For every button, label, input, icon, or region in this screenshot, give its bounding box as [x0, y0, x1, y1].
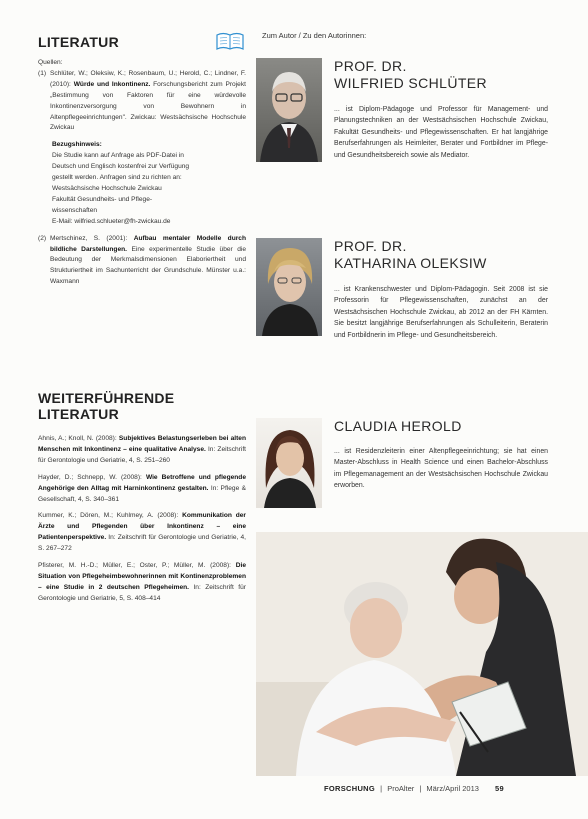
entry-authors: Kummer, K.; Dören, M.; Kuhlmey, A. (2008):	[38, 512, 179, 520]
left-column	[38, 30, 246, 288]
entry-details: In: Pflege & Gesellschaft, 4, S. 340–361	[38, 484, 246, 503]
bio-text: ... ist Residenzleiterin einer Altenpflegeeinrichtung; sie hat einen Master-Abschluss in Health Science und einen Bachelor-Abschluss im Pflegemanagement an der Westsächsischen Hochschule Zwickau erworben.	[334, 448, 548, 490]
further-entry	[38, 511, 246, 555]
author-name-3	[334, 418, 462, 435]
further-title-line-2: LITERATUR	[38, 406, 119, 422]
author-fullname: CLAUDIA HEROLD	[334, 418, 462, 434]
bio-text: ... ist Krankenschwester und Diplom-Pädagogin. Seit 2008 ist sie Professorin für Pflegewissenschaften, zunächst an der Westsächsischen Hochschule Zwickau, ab 2012 an der FH Kärnten. Sie besitzt langjährige Berufserfahrungen als Schulleiterin, Beraterin und Fortbildnerin im Pflege- und Gesundheitsbereich.	[334, 286, 548, 339]
author-name-1	[334, 58, 487, 91]
author-title: PROF. DR.	[334, 58, 407, 74]
footer-separator: |	[419, 784, 422, 793]
further-entry	[38, 434, 246, 467]
order-note-line: Fakultät Gesundheits- und Pflege-	[52, 195, 153, 203]
footer-issue: März/April 2013	[426, 784, 479, 793]
woman-portrait-image	[256, 418, 322, 508]
entry-details: In: Zeitschrift für Gerontologie und Geriatrie, 4, S. 251–260	[38, 445, 246, 464]
page-footer	[324, 784, 544, 793]
care-photo	[256, 532, 588, 776]
author-bio-2	[262, 284, 548, 341]
order-note-line: Die Studie kann auf Anfrage als PDF-Datei in	[52, 152, 184, 160]
order-note-email[interactable]: E-Mail: wilfried.schlueter@fh-zwickau.de	[52, 217, 171, 225]
further-literature	[38, 390, 246, 605]
reference-number: (1)	[38, 69, 47, 77]
sources-label: Quellen:	[38, 59, 63, 66]
literature-header	[38, 30, 246, 56]
literature-title: LITERATUR	[38, 34, 119, 50]
order-note-line: Deutsch und Englisch kostenfrei zur Verfügung	[52, 163, 190, 171]
entry-authors: Ahnis, A.; Knoll, N. (2008):	[38, 435, 117, 442]
entry-authors: Pfisterer, M. H.-D.; Müller, E.; Oster, P.; Müller, M. (2008):	[38, 562, 231, 570]
order-note-line: Westsächsische Hochschule Zwickau	[52, 184, 162, 192]
further-entry	[38, 561, 246, 605]
reference-details: Eine experimentelle Studie über die Bedeutung der Merkmalsdimensionen Elaboriertheit und Strukturiertheit im Sachunterricht der Grundschule. Münster u.a.: Waxmann	[50, 245, 246, 286]
entry-details: In: Zeitschrift für Gerontologie und Geriatrie, 5, S. 408–414	[38, 583, 246, 602]
further-literature-title	[38, 390, 246, 422]
reference-number: (2)	[38, 234, 47, 242]
author-fullname: WILFRIED SCHLÜTER	[334, 74, 488, 91]
author-title: PROF. DR.	[334, 238, 407, 254]
entry-authors: Hayder, D.; Schnepp, W. (2008):	[38, 473, 142, 481]
order-note-heading: Bezugshinweis:	[52, 141, 102, 149]
reference-details: Forschungsbericht zum Projekt „Bestimmung von Faktoren für eine würdevolle Inkontinenzversorgung von Bewohnern in Altenpflegeeinrichtungen". Zwickau: Westsächsische Hochschule Zwickau	[50, 80, 246, 132]
book-icon	[215, 30, 245, 52]
reference-authors: Mertschinez, S. (2001):	[50, 234, 128, 242]
reference-authors: Schlüter, W.; Oleksiw, K.; Rosenbaum, U.; Herold, C.; Lindner, F. (2010):	[50, 69, 246, 88]
author-fullname: KATHARINA OLEKSIW	[334, 254, 487, 271]
footer-section: FORSCHUNG	[324, 784, 376, 793]
reference-1	[38, 69, 246, 134]
entry-title: Subjektives Belastungserleben bei alten Menschen mit Inkontinenz – eine qualitative Analyse.	[38, 435, 246, 453]
page-number: 59	[495, 784, 504, 793]
reference-2	[38, 234, 246, 289]
reference-title: Würde und Inkontinenz.	[73, 80, 151, 88]
authors-heading: Zum Autor / Zu den Autorinnen:	[262, 31, 367, 40]
order-note	[52, 140, 246, 227]
author-name-2	[334, 238, 487, 271]
bio-text: ... ist Diplom-Pädagoge und Professor für Management- und Planungstechniken an der Westsächsischen Hochschule Zwickau, Fakultät Gesundheits- und Pflegewissenschaften. Er hat langjährige Berufserfahrungen als Heimleiter, Berater und Fortbildner im Pflege- und Gesundheitsbereich sowie als Mediator.	[334, 106, 548, 159]
order-note-line: gestellt werden. Anfragen sind zu richten an:	[52, 174, 182, 182]
footer-magazine: ProAlter	[387, 784, 415, 793]
author-bio-3	[334, 446, 548, 492]
elderly-woman-with-caregiver-image	[256, 532, 588, 776]
reference-title: Aufbau mentaler Modelle durch bildliche Darstellungen.	[50, 234, 246, 253]
entry-title: Kommunikation der Ärzte und Pflegenden über Inkontinenz – eine Patientenperspektive.	[38, 512, 246, 542]
further-entry	[38, 473, 246, 506]
entry-title: Die Situation von Pflegeheimbewohnerinnen mit Kontinenzproblemen – eine Studie in 2 deutschen Pflegeheimen.	[38, 562, 246, 591]
footer-separator: |	[380, 784, 383, 793]
portrait-herold	[256, 418, 322, 508]
entry-title: Wie Betroffene und pflegende Angehörige den Alltag mit Harninkontinenz gestalten.	[38, 473, 246, 492]
further-title-line-1: WEITERFÜHRENDE	[38, 390, 175, 406]
author-bio-1	[262, 104, 548, 162]
order-note-line: wissenschaften	[52, 206, 98, 214]
entry-details: In: Zeitschrift für Gerontologie und Geriatrie, 4, S. 267–272	[38, 534, 246, 553]
